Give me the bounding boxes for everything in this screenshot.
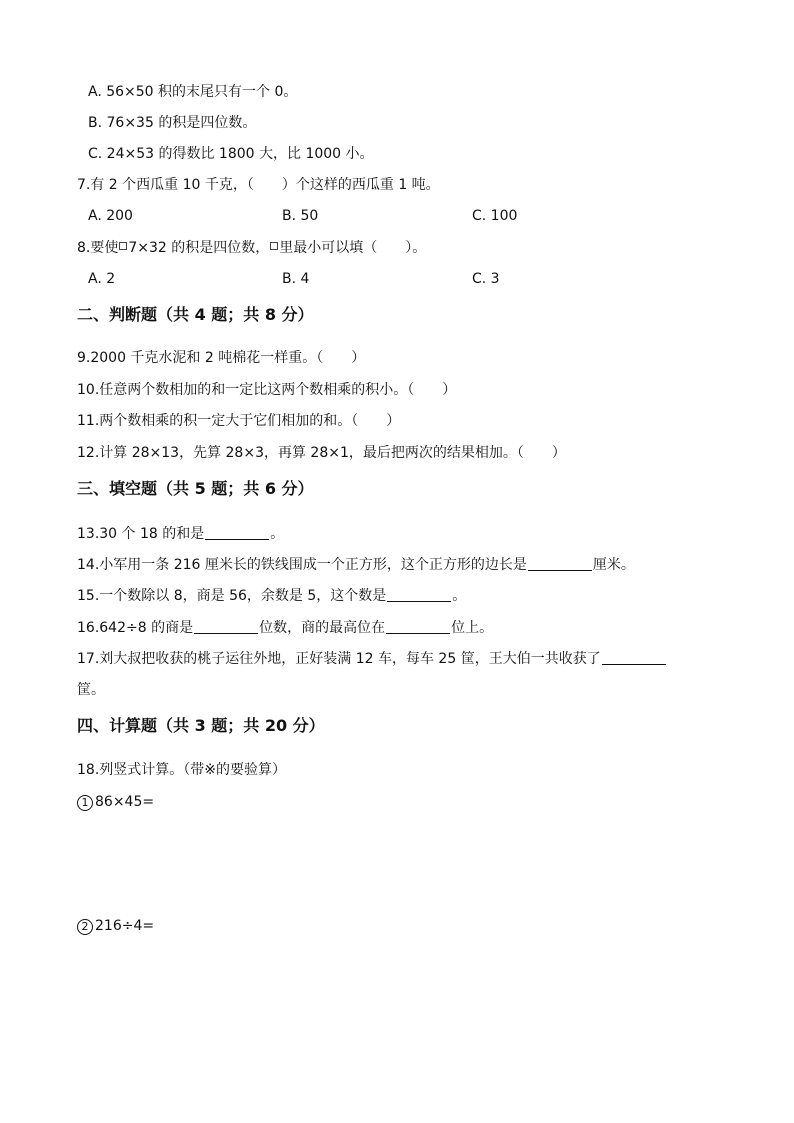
- q8-option-b: B. 4: [282, 271, 310, 287]
- blank-box-icon: [119, 242, 127, 250]
- q14-answer-blank[interactable]: [528, 556, 592, 571]
- q18-item-2-expr: 216÷4=: [95, 918, 155, 934]
- q12-text: 12.计算 28×13，先算 28×3，再算 28×1，最后把两次的结果相加。（ ）: [77, 445, 566, 461]
- q17-text-cont: 筐。: [77, 682, 105, 698]
- q15-part-b: 。: [452, 588, 467, 604]
- q16-part-c: 位上。: [451, 620, 494, 636]
- q13-part-a: 13.30 个 18 的和是: [77, 526, 205, 542]
- q18-item-1-expr: 86×45=: [95, 794, 155, 810]
- q16-part-a: 16.642÷8 的商是: [77, 620, 194, 636]
- q16-answer-blank-1[interactable]: [194, 619, 258, 634]
- q6-option-a: A. 56×50 积的末尾只有一个 0。: [88, 84, 298, 100]
- q16-text: [77, 618, 493, 638]
- q8-suffix2: 里最小可以填（ ）。: [279, 240, 427, 256]
- section3-heading: 三、填空题（共 5 题；共 6 分）: [77, 479, 314, 498]
- q6-option-c: C. 24×53 的得数比 1800 大，比 1000 小。: [88, 146, 374, 162]
- q7-option-b: B. 50: [282, 208, 319, 224]
- q13-part-b: 。: [270, 526, 285, 542]
- q7-text: 7.有 2 个西瓜重 10 千克，（ ）个这样的西瓜重 1 吨。: [77, 177, 440, 193]
- q15-answer-blank[interactable]: [387, 587, 451, 602]
- q17-answer-blank[interactable]: [602, 650, 666, 665]
- circled-number-1-icon: 1: [77, 795, 93, 811]
- q16-answer-blank-2[interactable]: [386, 619, 450, 634]
- q7-option-a: A. 200: [88, 208, 133, 224]
- q17-part-a: 17.刘大叔把收获的桃子运往外地，正好装满 12 车，每车 25 筐，王大伯一共收获了: [77, 651, 601, 667]
- q7-option-c: C. 100: [472, 208, 518, 224]
- q18-item-2: [77, 916, 154, 936]
- q8-prefix: 8.要使: [77, 240, 119, 256]
- circled-number-2-icon: 2: [77, 919, 93, 935]
- q18-item-1: [77, 792, 154, 812]
- q9-text: 9.2000 千克水泥和 2 吨棉花一样重。（ ）: [77, 350, 366, 366]
- q6-option-b: B. 76×35 的积是四位数。: [88, 115, 257, 131]
- q10-text: 10.任意两个数相加的和一定比这两个数相乘的积小。（ ）: [77, 382, 457, 398]
- q14-part-b: 厘米。: [592, 557, 635, 573]
- q8-option-c: C. 3: [472, 271, 500, 287]
- q8-suffix: 7×32 的积是四位数，: [128, 240, 270, 256]
- section2-heading: 二、判断题（共 4 题；共 8 分）: [77, 305, 314, 324]
- section4-heading: 四、计算题（共 3 题；共 20 分）: [77, 716, 325, 735]
- q15-part-a: 15.一个数除以 8，商是 56，余数是 5，这个数是: [77, 588, 387, 604]
- q15-text: [77, 586, 466, 606]
- q8-text: [77, 238, 426, 258]
- q13-text: [77, 524, 284, 544]
- q18-text: 18.列竖式计算。（带※的要验算）: [77, 762, 286, 778]
- q16-part-b: 位数，商的最高位在: [259, 620, 386, 636]
- q13-answer-blank[interactable]: [205, 525, 269, 540]
- q14-text: [77, 555, 635, 575]
- q17-text: [77, 649, 667, 669]
- q8-option-a: A. 2: [88, 271, 116, 287]
- q14-part-a: 14.小军用一条 216 厘米长的铁线围成一个正方形，这个正方形的边长是: [77, 557, 527, 573]
- q11-text: 11.两个数相乘的积一定大于它们相加的和。（ ）: [77, 413, 401, 429]
- blank-box-icon: [270, 242, 278, 250]
